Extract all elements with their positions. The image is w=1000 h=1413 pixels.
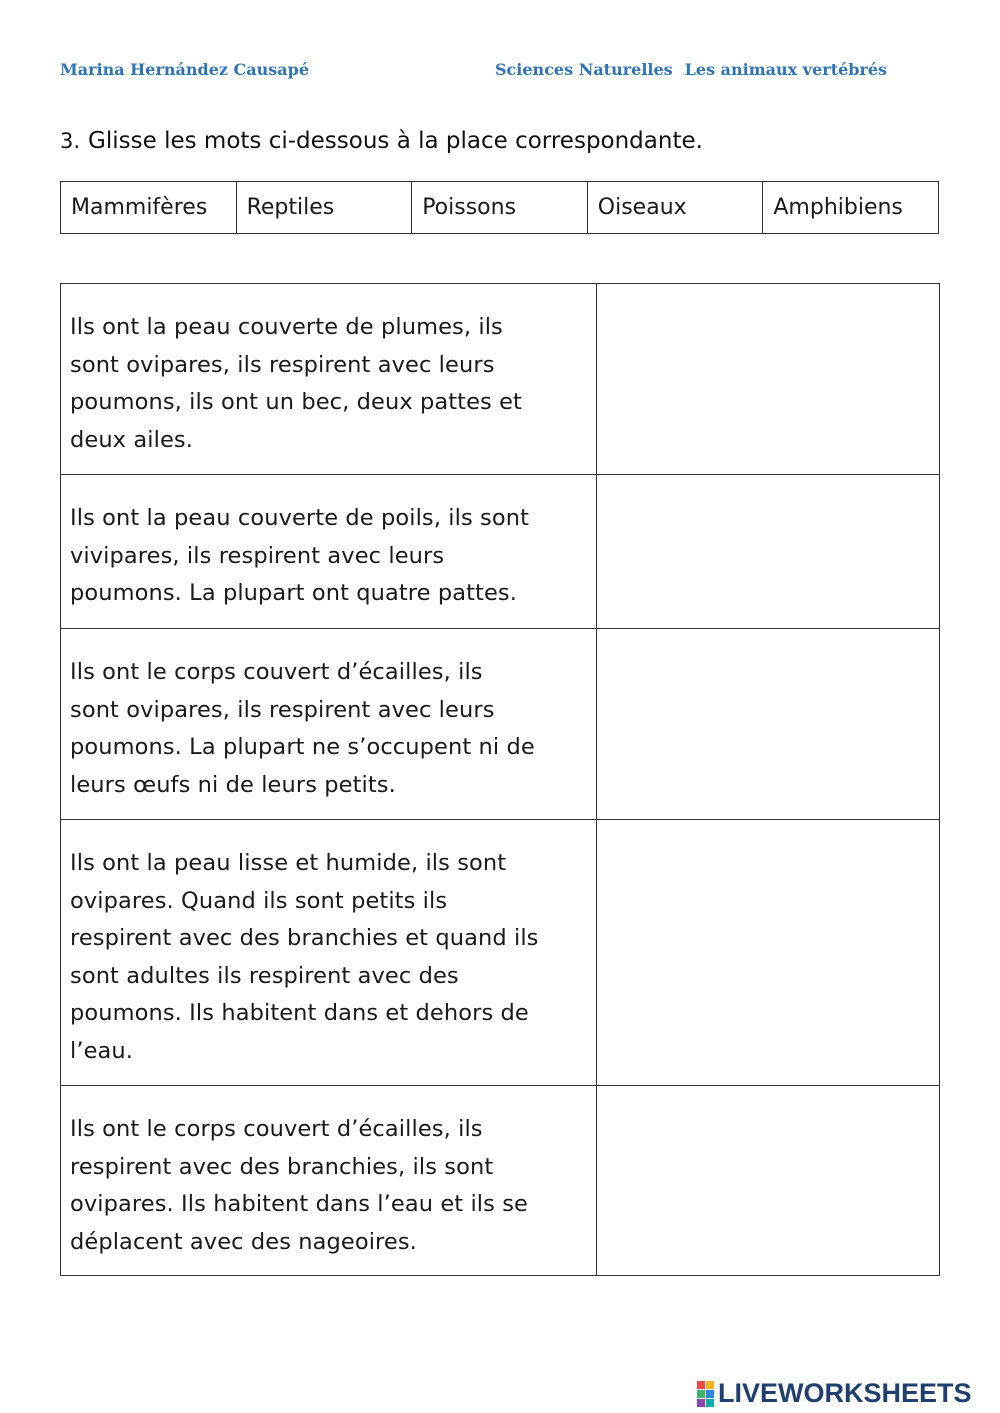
brand-name: LIVEWORKSHEETS xyxy=(718,1378,972,1408)
answer-drop-zone-5[interactable] xyxy=(597,1086,940,1276)
matching-table xyxy=(60,283,940,1276)
word-mammiferes[interactable]: Mammifères xyxy=(61,182,237,234)
answer-drop-zone-3[interactable] xyxy=(597,629,940,820)
description-cell: Ils ont le corps couvert d’écailles, ils sont ovipares, ils respirent avec leurs poumons. La plupart ne s’occupent ni de leurs œufs ni de leurs petits. xyxy=(61,629,597,820)
liveworksheets-icon xyxy=(697,1381,714,1407)
word-poissons[interactable]: Poissons xyxy=(412,182,588,234)
liveworksheets-logo xyxy=(697,1378,972,1409)
table-row xyxy=(61,820,940,1086)
author-name: Marina Hernández Causapé xyxy=(60,60,310,79)
subject-header xyxy=(495,60,887,79)
description-cell: Ils ont la peau lisse et humide, ils sont ovipares. Quand ils sont petits ils respirent avec des branchies et quand ils sont adultes ils respirent avec des poumons. Ils habitent dans et dehors de l’eau. xyxy=(61,820,597,1086)
instruction xyxy=(60,128,703,154)
description-cell: Ils ont la peau couverte de poils, ils sont vivipares, ils respirent avec leurs poumons. La plupart ont quatre pattes. xyxy=(61,475,597,629)
table-row xyxy=(61,284,940,475)
answer-drop-zone-2[interactable] xyxy=(597,475,940,629)
instruction-number: 3. xyxy=(60,129,81,153)
word-amphibiens[interactable]: Amphibiens xyxy=(763,182,939,234)
answer-drop-zone-1[interactable] xyxy=(597,284,940,475)
instruction-text: Glisse les mots ci-dessous à la place correspondante. xyxy=(88,128,703,154)
word-bank xyxy=(60,181,939,234)
description-cell: Ils ont la peau couverte de plumes, ils sont ovipares, ils respirent avec leurs poumons, ils ont un bec, deux pattes et deux ailes. xyxy=(61,284,597,475)
subject-label: Sciences Naturelles xyxy=(495,60,673,79)
word-oiseaux[interactable]: Oiseaux xyxy=(587,182,763,234)
topic-label: Les animaux vertébrés xyxy=(684,60,888,79)
answer-drop-zone-4[interactable] xyxy=(597,820,940,1086)
table-row xyxy=(61,629,940,820)
word-reptiles[interactable]: Reptiles xyxy=(236,182,412,234)
table-row xyxy=(61,475,940,629)
table-row xyxy=(61,1086,940,1276)
description-cell: Ils ont le corps couvert d’écailles, ils respirent avec des branchies, ils sont ovipares. Ils habitent dans l’eau et ils se déplacent avec des nageoires. xyxy=(61,1086,597,1276)
